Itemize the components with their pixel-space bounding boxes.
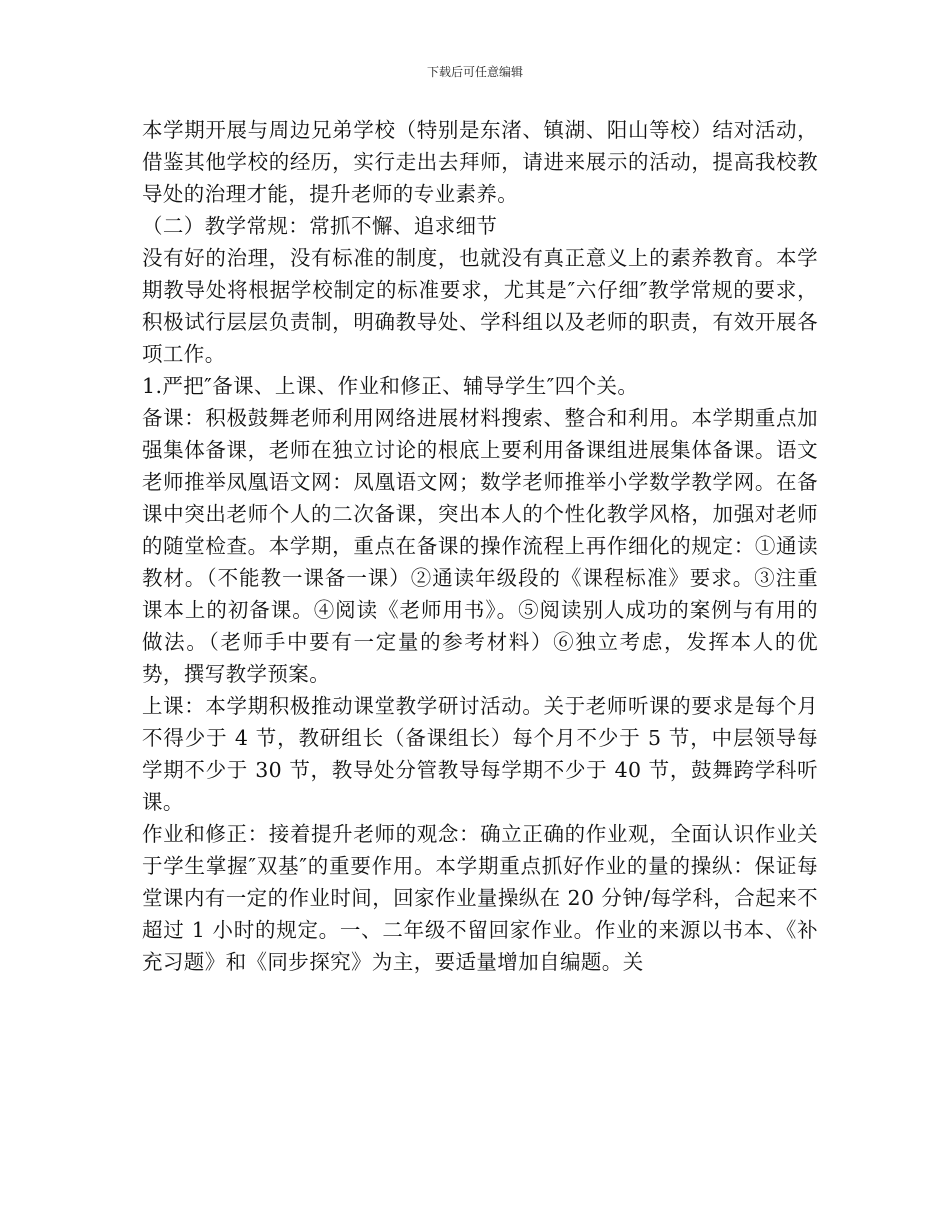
subheading-four-checkpoints: 1.严把″备课、上课、作业和修正、辅导学生″四个关。 [142, 374, 639, 398]
paragraph-lesson-preparation: 备课：积极鼓舞老师利用网络进展材料搜索、整合和利用。本学期重点加强集体备课，老师在独立讨论的根底上要利用备课组进展集体备课。语文老师推举凤凰语文网：凤凰语文网；数学老师推举小学数学教学网。在备课中突出老师个人的二次备课，突出本人的个性化教学风格，加强对老师的随堂检查。本学期，重点在备课的操作流程上再作细化的规定：①通读教材。（不能教一课备一课）②通读年级段的《课程标准》要求。③注重课本上的初备课。④阅读《老师用书》。⑤阅读别人成功的案例与有用的做法。（老师手中要有一定量的参考材料）⑥独立考虑，发挥本人的优势，撰写教学预案。 [142, 406, 818, 686]
document-body [142, 114, 818, 978]
section-heading-teaching-routine: （二）教学常规：常抓不懈、追求细节 [142, 214, 498, 238]
paragraph-exchange-activities: 本学期开展与周边兄弟学校（特别是东渚、镇湖、阳山等校）结对活动，借鉴其他学校的经历，实行走出去拜师，请进来展示的活动，提高我校教导处的治理才能，提升老师的专业素养。 [142, 118, 818, 206]
paragraph-homework: 作业和修正：接着提升老师的观念：确立正确的作业观，全面认识作业关于学生掌握″双基″的重要作用。本学期重点抓好作业的量的操纵：保证每堂课内有一定的作业时间，回家作业量操纵在 20 分钟/每学科，合起来不超过 1 小时的规定。一、二年级不留回家作业。作业的来源以书本、《补充习题》和《同步探究》为主，要适量增加自编题。关 [142, 822, 818, 974]
paragraph-classes: 上课：本学期积极推动课堂教学研讨活动。关于老师听课的要求是每个月不得少于 4 节，教研组长（备课组长）每个月不少于 5 节，中层领导每学期不少于 30 节，教导处分管教导每学期不少于 40 节，鼓舞跨学科听课。 [142, 694, 818, 814]
paragraph-management: 没有好的治理，没有标准的制度，也就没有真正意义上的素养教育。本学期教导处将根据学校制定的标准要求，尤其是″六仔细″教学常规的要求，积极试行层层负责制，明确教导处、学科组以及老师的职责，有效开展各项工作。 [142, 246, 818, 366]
page-header: 下载后可任意编辑 [426, 65, 523, 79]
